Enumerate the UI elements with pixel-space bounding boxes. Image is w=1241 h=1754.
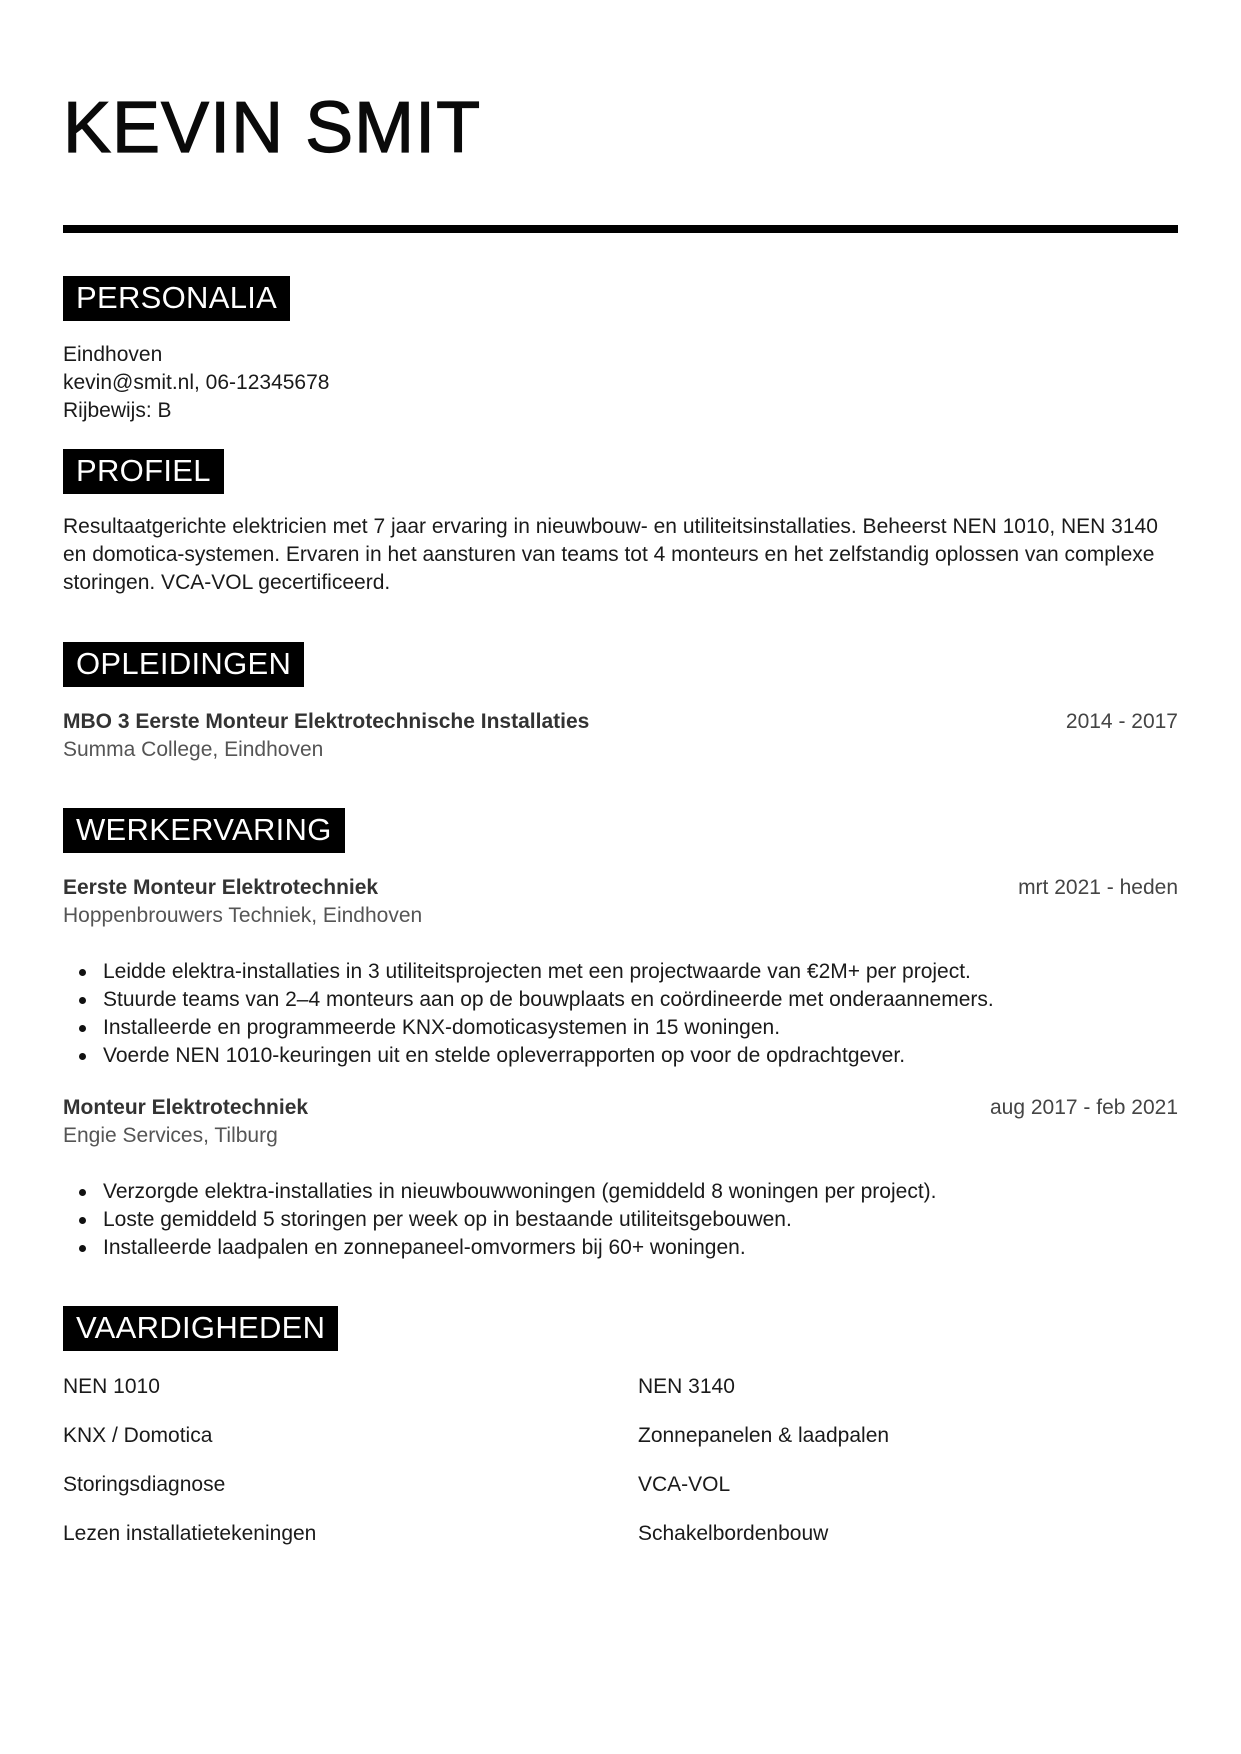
skill-item: Zonnepanelen & laadpalen [638, 1424, 890, 1447]
education-school: Summa College, Eindhoven [63, 738, 324, 761]
job-entry-header [63, 874, 1178, 902]
job-achievements-list [63, 1178, 1178, 1262]
job-company: Hoppenbrouwers Techniek, Eindhoven [63, 904, 423, 927]
job-period: aug 2017 - feb 2021 [990, 1096, 1178, 1119]
skill-item: NEN 1010 [63, 1375, 160, 1398]
section-title-vaardigheden: VAARDIGHEDEN [63, 1306, 338, 1351]
list-item: Loste gemiddeld 5 storingen per week op in bestaande utiliteitsgebouwen. [63, 1206, 1178, 1234]
header-divider [63, 225, 1178, 233]
job-period: mrt 2021 - heden [1018, 876, 1178, 899]
skill-item: Storingsdiagnose [63, 1473, 226, 1496]
section-title-opleidingen: OPLEIDINGEN [63, 642, 304, 687]
job-company: Engie Services, Tilburg [63, 1124, 278, 1147]
list-item: Installeerde en programmeerde KNX-domoticasystemen in 15 woningen. [63, 1014, 1178, 1042]
personal-contact: kevin@smit.nl, 06-12345678 [63, 371, 330, 394]
skill-item: NEN 3140 [638, 1375, 735, 1398]
skill-item: KNX / Domotica [63, 1424, 213, 1447]
job-role: Monteur Elektrotechniek [63, 1096, 309, 1119]
section-title-profiel: PROFIEL [63, 449, 224, 494]
job-role: Eerste Monteur Elektrotechniek [63, 876, 379, 899]
candidate-name: KEVIN SMIT [63, 88, 482, 168]
skill-item: Lezen installatietekeningen [63, 1522, 317, 1545]
education-entry-header [63, 708, 1178, 736]
skill-item: VCA-VOL [638, 1473, 731, 1496]
skill-item: Schakelbordenbouw [638, 1522, 829, 1545]
list-item: Stuurde teams van 2–4 monteurs aan op de bouwplaats en coördineerde met onderaannemers. [63, 986, 1178, 1014]
personal-city: Eindhoven [63, 343, 163, 366]
list-item: Verzorgde elektra-installaties in nieuwbouwwoningen (gemiddeld 8 woningen per project). [63, 1178, 1178, 1206]
list-item: Voerde NEN 1010-keuringen uit en stelde opleverrapporten op voor de opdrachtgever. [63, 1042, 1178, 1070]
job-entry-header [63, 1094, 1178, 1122]
list-item: Leidde elektra-installaties in 3 utiliteitsprojecten met een projectwaarde van €2M+ per project. [63, 958, 1178, 986]
profile-summary: Resultaatgerichte elektricien met 7 jaar ervaring in nieuwbouw- en utiliteitsinstallaties. Beheerst NEN 1010, NEN 3140 en domotica-systemen. Ervaren in het aansturen van teams tot 4 monteurs en het zelfstandig oplossen van complexe storingen. VCA-VOL gecertificeerd. [63, 515, 1158, 594]
personal-license: Rijbewijs: B [63, 399, 172, 422]
section-title-werkervaring: WERKERVARING [63, 808, 345, 853]
education-degree: MBO 3 Eerste Monteur Elektrotechnische Installaties [63, 710, 590, 733]
job-achievements-list [63, 958, 1178, 1070]
education-period: 2014 - 2017 [1065, 710, 1178, 733]
section-title-personalia: PERSONALIA [63, 276, 290, 321]
list-item: Installeerde laadpalen en zonnepaneel-omvormers bij 60+ woningen. [63, 1234, 1178, 1262]
